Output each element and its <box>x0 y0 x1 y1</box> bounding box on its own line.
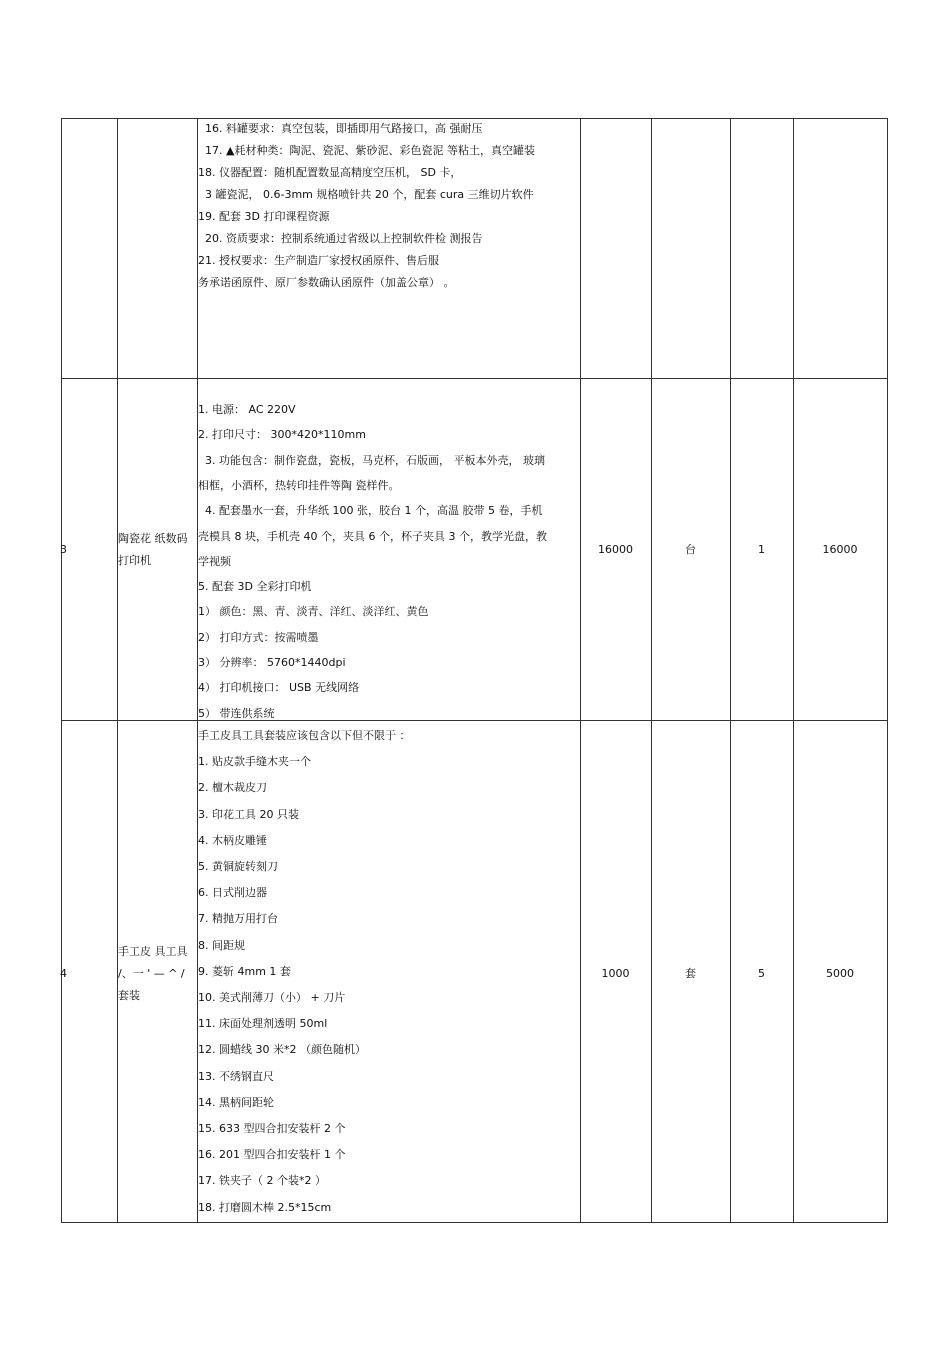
table-vline-7 <box>887 118 888 1223</box>
item-name-line: /、一 ' — ^ / <box>118 967 185 980</box>
table-vline-3 <box>580 118 581 1223</box>
spec-line: 5. 配套 3D 全彩打印机 <box>198 580 312 594</box>
spec-line: 务承诺函原件、原厂参数确认函原件（加盖公章） 。 <box>198 276 455 289</box>
item-number: 3 <box>60 543 67 556</box>
item-name-line: 打印机 <box>118 554 151 567</box>
spec-line: 14. 黑柄间距轮 <box>198 1095 274 1109</box>
spec-line: 2） 打印方式：按需喷墨 <box>198 630 319 644</box>
spec-line: 3 罐瓷泥， 0.6-3mm 规格喷针共 20 个，配套 cura 三维切片软件 <box>205 188 534 201</box>
spec-line: 1. 电源： AC 220V <box>198 403 296 416</box>
spec-line: 6. 日式削边器 <box>198 886 267 900</box>
spec-line: 4） 打印机接口： USB 无线网络 <box>198 681 360 695</box>
spec-line: 8. 间距规 <box>198 938 245 952</box>
item-unit: 套 <box>685 967 696 980</box>
item-total: 16000 <box>822 543 858 556</box>
spec-line: 16. 料罐要求：真空包装，即插即用气路接口，高 强耐压 <box>205 122 483 135</box>
item-number: 4 <box>60 967 67 980</box>
spec-line: 5） 带连供系统 <box>198 706 275 720</box>
table-hline-1 <box>61 378 888 379</box>
spec-line: 1. 贴皮款手缝木夹一个 <box>198 755 311 769</box>
spec-line: 学视频 <box>198 554 231 568</box>
table-hline-3 <box>61 1222 888 1223</box>
item-unit: 台 <box>685 543 696 556</box>
item-price: 1000 <box>601 967 630 980</box>
spec-line: 2. 檀木裁皮刀 <box>198 781 267 795</box>
spec-line: 9. 菱斩 4mm 1 套 <box>198 964 291 978</box>
spec-line: 7. 精抛万用打台 <box>198 912 278 926</box>
spec-line: 5. 黄铜旋转刻刀 <box>198 860 278 873</box>
item-name-line: 陶瓷花 纸数码 <box>118 532 188 545</box>
spec-line: 4. 木柄皮雕锤 <box>198 833 267 847</box>
item-price: 16000 <box>598 543 633 556</box>
spec-line: 16. 201 型四合扣安装杆 1 个 <box>198 1148 346 1162</box>
table-vline-5 <box>730 118 731 1223</box>
spec-line: 20. 资质要求：控制系统通过省级以上控制软件检 测报告 <box>205 232 483 245</box>
item-total: 5000 <box>826 967 854 980</box>
table-vline-6 <box>793 118 794 1223</box>
item-qty: 5 <box>758 967 765 980</box>
spec-line: 18. 打磨圆木棒 2.5*15cm <box>198 1200 332 1214</box>
table-vline-4 <box>651 118 652 1223</box>
spec-line: 4. 配套墨水一套，升华纸 100 张，胶台 1 个，高温 胶带 5 卷，手机 <box>205 504 543 518</box>
spec-line: 18. 仪器配置：随机配置数显高精度空压机， SD 卡， <box>198 166 462 179</box>
spec-line: 11. 床面处理剂透明 50ml <box>198 1017 328 1031</box>
spec-line: 17. ▲耗材种类：陶泥、瓷泥、紫砂泥、彩色瓷泥 等粘土，真空罐装 <box>205 144 535 157</box>
item-qty: 1 <box>758 543 765 556</box>
item-name-line: 套装 <box>118 989 140 1002</box>
spec-line: 21. 授权要求：生产制造厂家授权函原件、售后服 <box>198 254 439 267</box>
spec-line: 3. 功能包含：制作瓷盘，瓷板，马克杯，石版画， 平板本外壳， 玻璃 <box>205 453 545 467</box>
spec-line: 13. 不绣钢直尺 <box>198 1069 274 1083</box>
spec-line: 17. 铁夹子（ 2 个装*2 ） <box>198 1174 326 1188</box>
spec-line: 15. 633 型四合扣安装杆 2 个 <box>198 1122 346 1135</box>
spec-line: 12. 圆蜡线 30 米*2 （颜色随机） <box>198 1043 366 1057</box>
spec-line: 3） 分辨率： 5760*1440dpi <box>198 656 346 669</box>
spec-line: 10. 美式削薄刀（小） + 刀片 <box>198 991 346 1004</box>
item-name-line: 手工皮 具工具 <box>118 945 188 958</box>
table-vline-1 <box>117 118 118 1223</box>
spec-line: 手工皮具工具套装应该包含以下但不限于 ： <box>198 729 411 742</box>
spec-line: 相框，小酒杯，热转印挂件等陶 瓷样件。 <box>198 478 400 492</box>
spec-line: 2. 打印尺寸： 300*420*110mm <box>198 428 366 442</box>
table-vline-0 <box>61 118 62 1223</box>
spec-line: 1） 颜色：黑、青、淡青、洋红、淡洋红、黄色 <box>198 605 429 619</box>
spec-line: 19. 配套 3D 打印课程资源 <box>198 210 330 223</box>
spec-line: 3. 印花工具 20 只装 <box>198 807 299 821</box>
table-hline-2 <box>61 720 888 721</box>
table-hline-0 <box>61 118 888 119</box>
spec-line: 壳模具 8 块，手机壳 40 个，夹具 6 个，杯子夹具 3 个，教学光盘，教 <box>198 529 547 543</box>
